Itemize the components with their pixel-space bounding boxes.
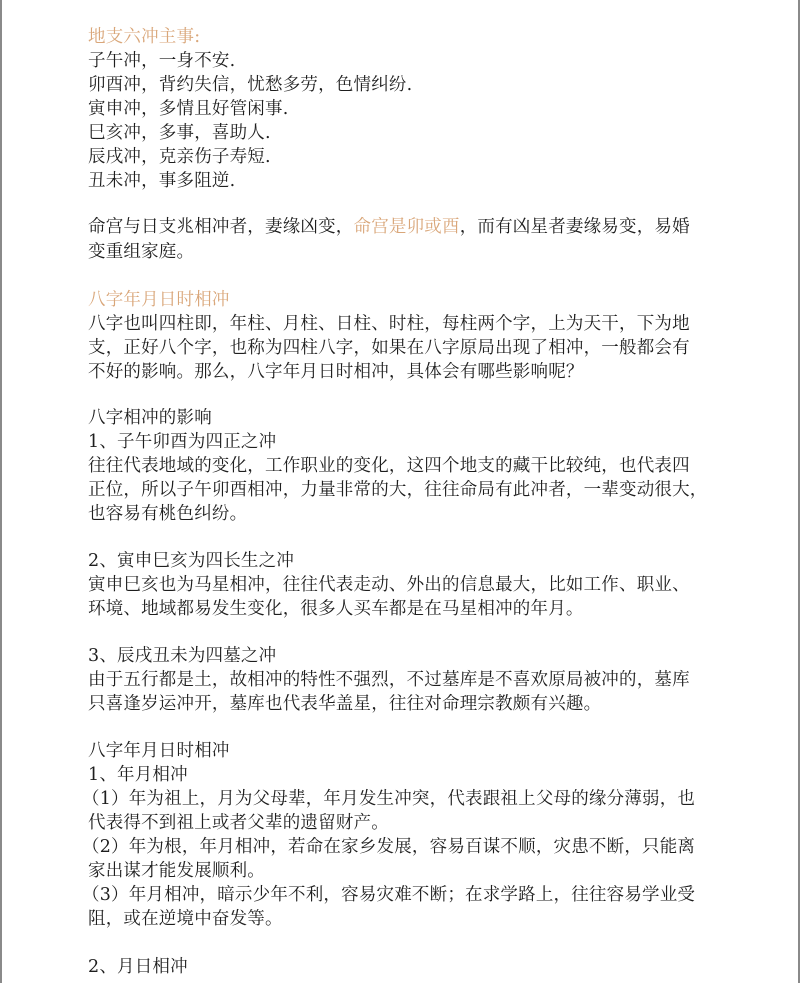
- subsection-title: 2、月日相冲: [88, 957, 188, 977]
- paragraph-line: 阻，或在逆境中奋发等。: [88, 909, 283, 929]
- paragraph-line: 正位，所以子午卯酉相冲，力量非常的大，往往命局有此冲者，一辈变动很大，: [88, 480, 708, 500]
- paragraph-line: 也容易有桃色纠纷。: [88, 504, 248, 524]
- list-item: 子午冲，一身不安.: [88, 51, 236, 71]
- paragraph-line: 只喜逢岁运冲开，墓库也代表华盖星，往往对命理宗教颇有兴趣。: [88, 694, 602, 714]
- subsection-title: 1、子午卯酉为四正之冲: [88, 432, 277, 452]
- paragraph-line: 支，正好八个字，也称为四柱八字，如果在八字原局出现了相冲，一般都会有: [88, 338, 690, 358]
- list-item: 辰戌冲，克亲伤子寿短.: [88, 147, 271, 167]
- paragraph-line: 往往代表地域的变化，工作职业的变化，这四个地支的藏干比较纯，也代表四: [88, 456, 690, 476]
- note-text: 命宫与日支兆相冲者，妻缘凶变，: [88, 217, 354, 237]
- subsection-title: 2、寅申巳亥为四长生之冲: [88, 551, 295, 571]
- section-heading-liuchong: 地支六冲主事:: [88, 27, 201, 47]
- subsection-title: 1、年月相冲: [88, 765, 188, 785]
- list-item: 巳亥冲，多事，喜助人.: [88, 123, 271, 143]
- subsection-title: 3、辰戌丑未为四墓之冲: [88, 646, 277, 666]
- paragraph-line: （2）年为根，年月相冲，若命在家乡发展，容易百谋不顺，灾患不断，只能离: [82, 837, 696, 857]
- paragraph-line: （3）年月相冲，暗示少年不利，容易灾难不断；在求学路上，往往容易学业受: [82, 885, 696, 905]
- paragraph-line: 不好的影响。那么，八字年月日时相冲，具体会有哪些影响呢？: [88, 362, 584, 382]
- note-paragraph-line: [88, 216, 690, 238]
- note-paragraph-line: 变重组家庭。: [88, 242, 195, 262]
- paragraph-line: 代表得不到祖上或者父辈的遗留财产。: [88, 813, 389, 833]
- section-heading-influence: 八字相冲的影响: [88, 408, 212, 428]
- paragraph-line: （1）年为祖上，月为父母辈，年月发生冲突，代表跟祖上父母的缘分薄弱，也: [82, 789, 696, 809]
- section-heading-bazi: 八字年月日时相冲: [88, 290, 230, 310]
- list-item: 卯酉冲，背约失信，忧愁多劳，色情纠纷.: [88, 75, 413, 95]
- list-item: 寅申冲，多情且好管闲事.: [88, 99, 289, 119]
- list-item: 丑未冲，事多阻逆.: [88, 171, 236, 191]
- paragraph-line: 八字也叫四柱即，年柱、月柱、日柱、时柱，每柱两个字，上为天干，下为地: [88, 314, 690, 334]
- section-heading-nianyue: 八字年月日时相冲: [88, 741, 230, 761]
- paragraph-line: 环境、地域都易发生变化，很多人买车都是在马星相冲的年月。: [88, 599, 584, 619]
- paragraph-line: 由于五行都是土，故相冲的特性不强烈，不过墓库是不喜欢原局被冲的，墓库: [88, 670, 690, 690]
- note-text: ，而有凶星者妻缘易变，易婚: [459, 217, 690, 237]
- paragraph-line: 寅申巳亥也为马星相冲，往往代表走动、外出的信息最大，比如工作、职业、: [88, 575, 690, 595]
- note-highlight: 命宫是卯或酉: [353, 217, 460, 237]
- paragraph-line: 家出谋才能发展顺利。: [88, 861, 265, 881]
